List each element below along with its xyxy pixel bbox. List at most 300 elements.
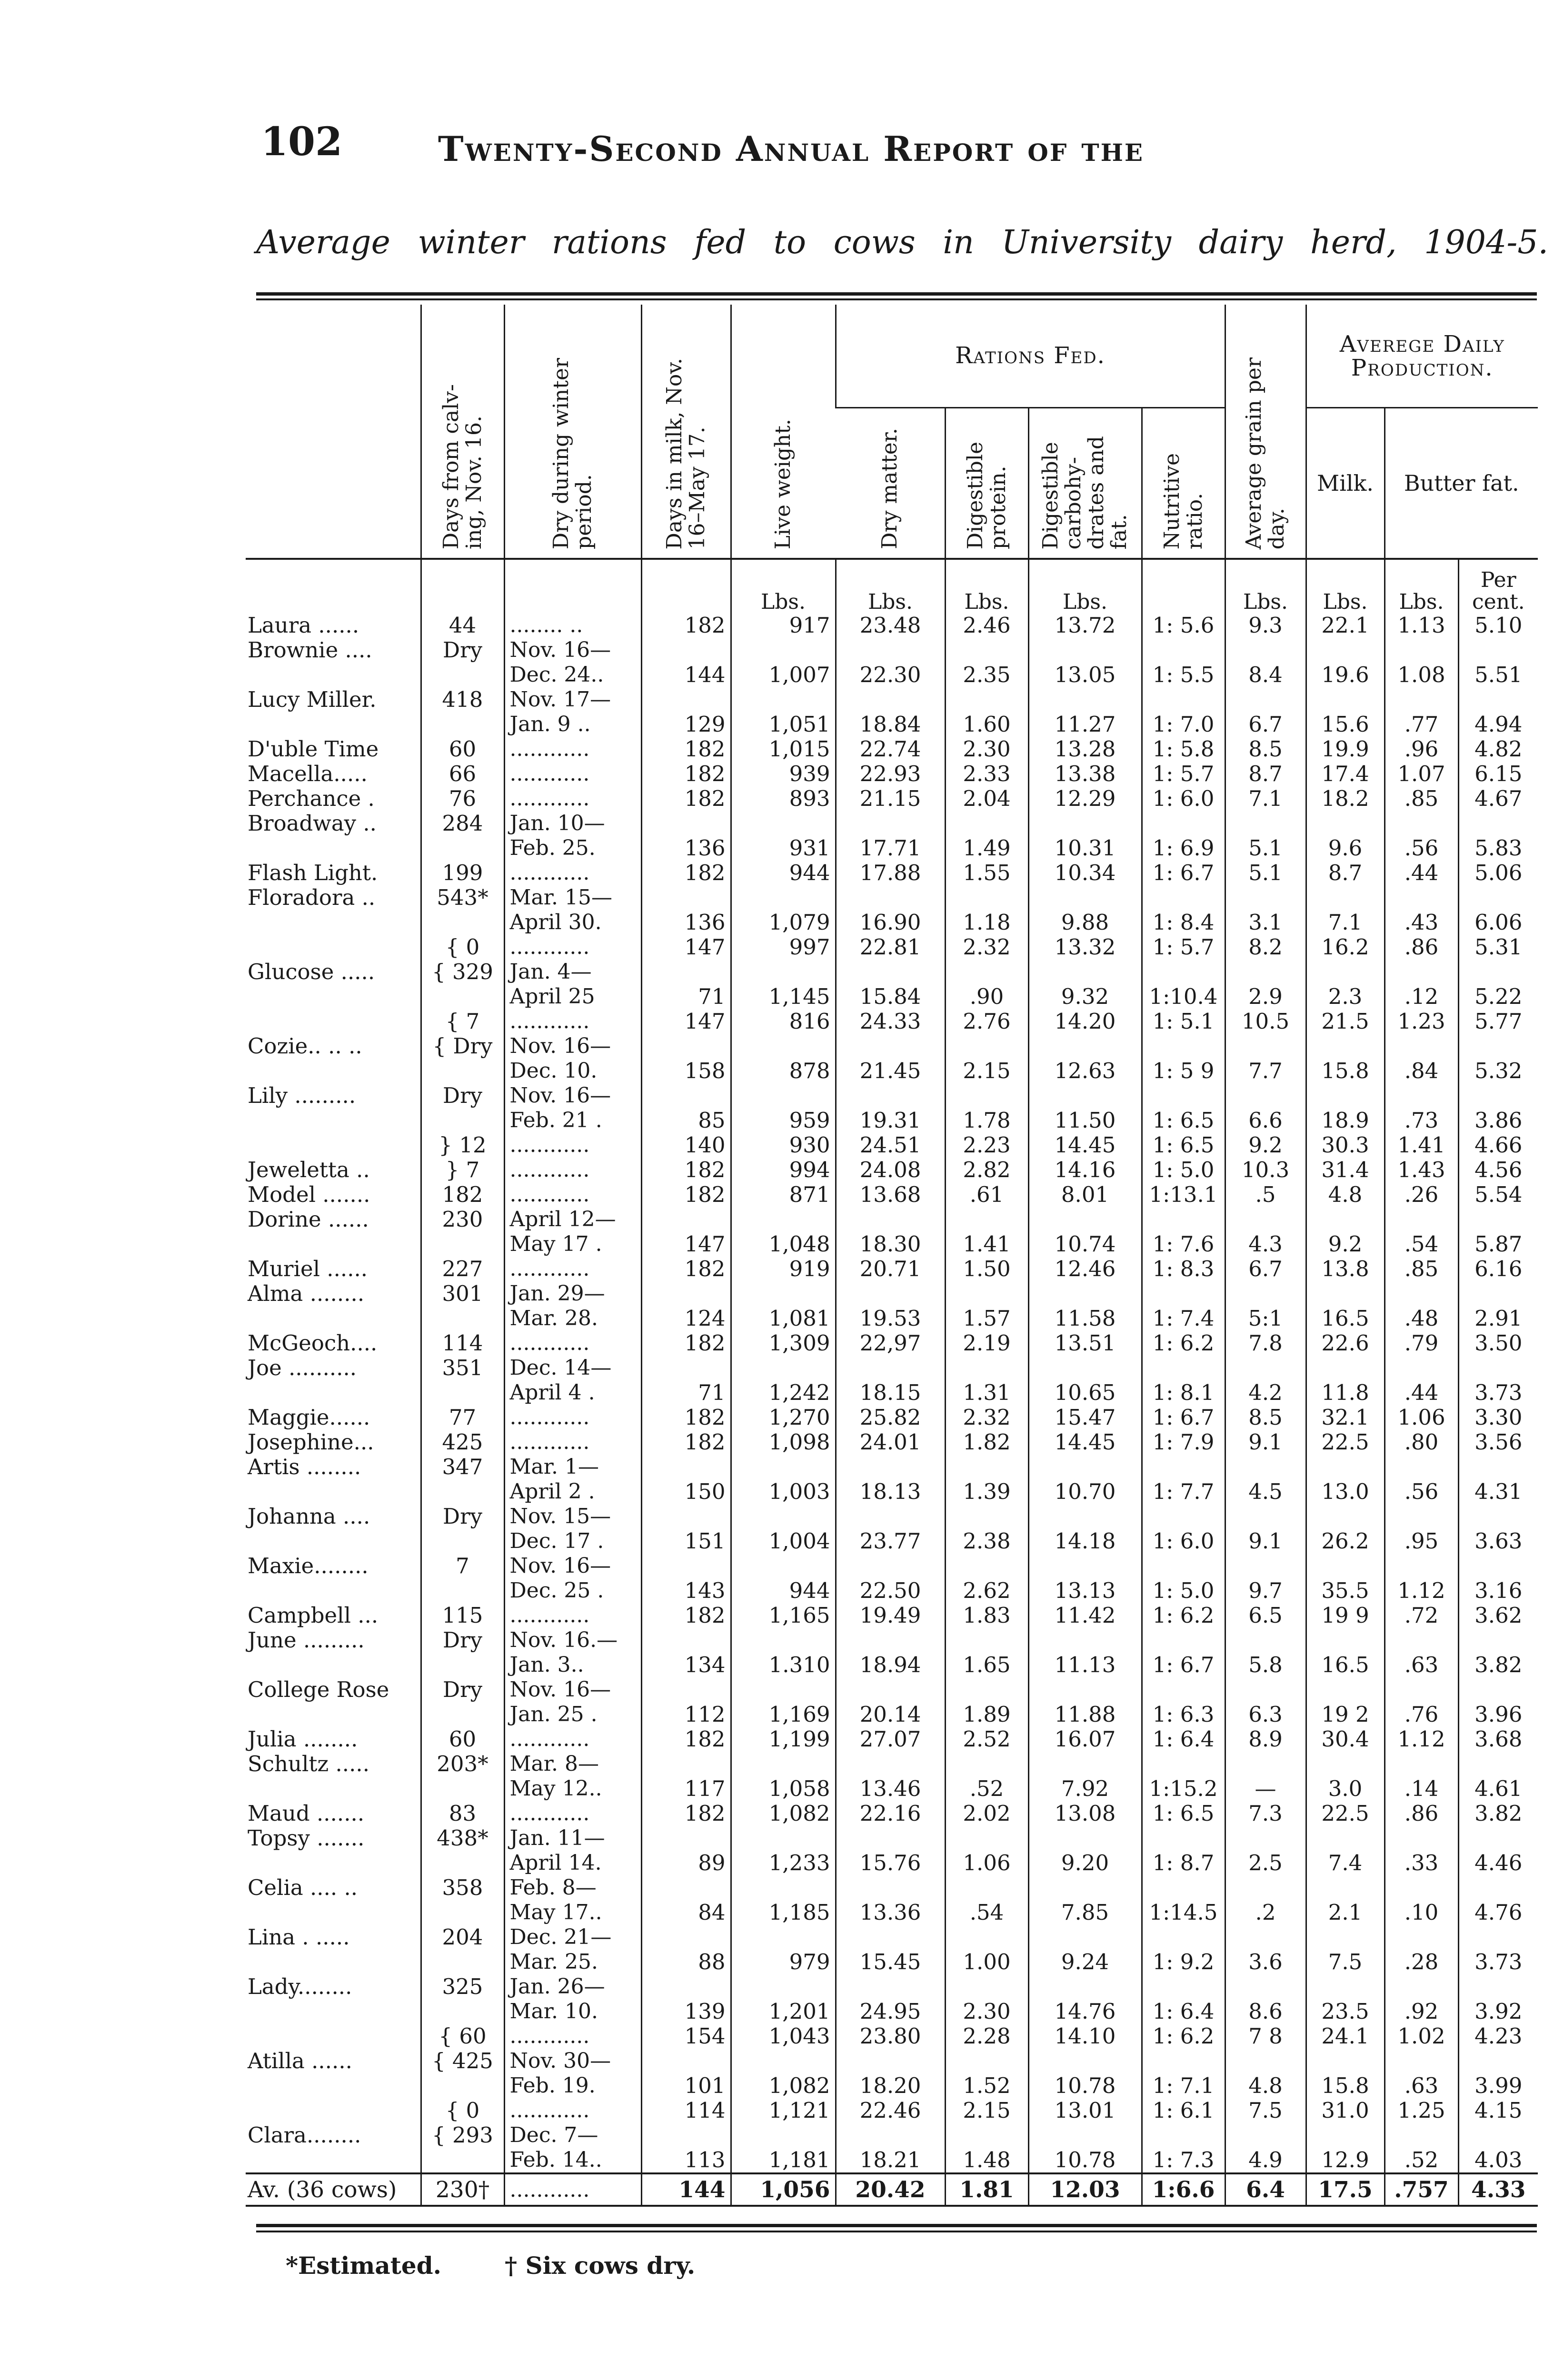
cell-average-grain: 8.7 xyxy=(1225,762,1306,786)
cell-average-grain xyxy=(1225,1628,1306,1653)
cell-cow-name xyxy=(246,1776,421,1801)
cell-butter-fat-pct: 5.10 xyxy=(1458,613,1538,638)
cell-days-from-calving xyxy=(421,2073,504,2098)
cell-butter-fat-pct xyxy=(1458,885,1538,910)
cell-butter-fat-lbs xyxy=(1385,1826,1458,1851)
cell-days-from-calving: { Dry xyxy=(421,1034,504,1059)
cell-milk-lbs: 19.6 xyxy=(1306,663,1385,687)
cell-digestible-protein xyxy=(945,2049,1028,2073)
cell-digestible-carb xyxy=(1028,2049,1142,2073)
table-row xyxy=(246,1974,1538,1999)
cell-days-in-milk: 124 xyxy=(641,1306,731,1331)
cell-butter-fat-lbs: .54 xyxy=(1385,1232,1458,1257)
cell-milk-lbs: 30.3 xyxy=(1306,1133,1385,1158)
cell-digestible-carb: 10.70 xyxy=(1028,1479,1142,1504)
cell-nutritive-ratio: 1: 5.8 xyxy=(1142,737,1225,762)
cell-dry-matter: 18.21 xyxy=(836,2148,945,2173)
table-row xyxy=(246,1851,1538,1875)
cell-cow-name xyxy=(246,1108,421,1133)
cell-nutritive-ratio xyxy=(1142,1677,1225,1702)
unit-grain: Lbs. xyxy=(1225,559,1306,613)
cell-days-in-milk: 182 xyxy=(641,613,731,638)
cell-milk-lbs xyxy=(1306,2049,1385,2073)
cell-butter-fat-lbs: .33 xyxy=(1385,1851,1458,1875)
cell-butter-fat-lbs: .84 xyxy=(1385,1059,1458,1083)
cell-nutritive-ratio: 1: 6.7 xyxy=(1142,861,1225,885)
cell-digestible-carb xyxy=(1028,2123,1142,2148)
cell-digestible-carb: 14.76 xyxy=(1028,1999,1142,2024)
cell-butter-fat-lbs: .73 xyxy=(1385,1108,1458,1133)
footnote-six-cows-dry: † Six cows dry. xyxy=(505,2251,696,2280)
cell-nutritive-ratio xyxy=(1142,1554,1225,1578)
cell-cow-name xyxy=(246,2073,421,2098)
cell-butter-fat-lbs xyxy=(1385,1504,1458,1529)
cell-dry-matter: 17.71 xyxy=(836,836,945,861)
cell-dry-period: Nov. 16— xyxy=(504,1034,641,1059)
cell-butter-fat-lbs: .44 xyxy=(1385,861,1458,885)
table-row xyxy=(246,1306,1538,1331)
cell-days-in-milk xyxy=(641,1826,731,1851)
cell-butter-fat-lbs: .85 xyxy=(1385,786,1458,811)
cell-dry-matter xyxy=(836,1504,945,1529)
cell-digestible-carb: 10.65 xyxy=(1028,1380,1142,1405)
cell-digestible-carb: 13.72 xyxy=(1028,613,1142,638)
cell-dry-period: Nov. 15— xyxy=(504,1504,641,1529)
cell-digestible-carb: 13.51 xyxy=(1028,1331,1142,1356)
table-row xyxy=(246,1356,1538,1380)
cell-digestible-protein: .90 xyxy=(945,984,1028,1009)
cell-digestible-carb xyxy=(1028,1207,1142,1232)
cell-cow-name xyxy=(246,935,421,960)
cell-digestible-carb: 11.13 xyxy=(1028,1653,1142,1677)
cell-digestible-carb: 13.13 xyxy=(1028,1578,1142,1603)
cell-dry-period: Jan. 11— xyxy=(504,1826,641,1851)
cell-live-weight: 1,043 xyxy=(731,2024,836,2049)
cell-dry-matter: 24.08 xyxy=(836,1158,945,1182)
cell-dry-matter xyxy=(836,1034,945,1059)
cell-cow-name xyxy=(246,1479,421,1504)
cell-dry-matter: 20.14 xyxy=(836,1702,945,1727)
cell-dry-matter xyxy=(836,1628,945,1653)
cell-average-grain: 3.1 xyxy=(1225,910,1306,935)
cell-butter-fat-lbs: .92 xyxy=(1385,1999,1458,2024)
cell-digestible-carb: 13.32 xyxy=(1028,935,1142,960)
cell-dry-period: Mar. 10. xyxy=(504,1999,641,2024)
cell-nutritive-ratio: 1: 7.7 xyxy=(1142,1479,1225,1504)
table-row xyxy=(246,2123,1538,2148)
table-row xyxy=(246,737,1538,762)
cell-butter-fat-pct: 3.86 xyxy=(1458,1108,1538,1133)
cell-nutritive-ratio: 1: 6.4 xyxy=(1142,1999,1225,2024)
cell-digestible-carb: 12.29 xyxy=(1028,786,1142,811)
cell-days-in-milk xyxy=(641,885,731,910)
cell-dry-matter: 18.13 xyxy=(836,1479,945,1504)
cell-digestible-protein: 1.00 xyxy=(945,1950,1028,1974)
cell-butter-fat-lbs: 1.25 xyxy=(1385,2098,1458,2123)
header-average-daily-production: Averege Daily Production. xyxy=(1306,305,1538,408)
avg-carb: 12.03 xyxy=(1028,2173,1142,2206)
cell-digestible-carb: 13.38 xyxy=(1028,762,1142,786)
cell-average-grain: 4.3 xyxy=(1225,1232,1306,1257)
cell-days-in-milk: 88 xyxy=(641,1950,731,1974)
cell-days-from-calving: 543* xyxy=(421,885,504,910)
average-row xyxy=(246,2173,1538,2206)
cell-dry-period: Dec. 10. xyxy=(504,1059,641,1083)
cell-dry-matter: 16.90 xyxy=(836,910,945,935)
cell-milk-lbs xyxy=(1306,1826,1385,1851)
cell-milk-lbs: 13.0 xyxy=(1306,1479,1385,1504)
cell-cow-name: McGeoch.... xyxy=(248,1331,378,1356)
cell-milk-lbs: 16.2 xyxy=(1306,935,1385,960)
cell-nutritive-ratio xyxy=(1142,1628,1225,1653)
cell-digestible-protein xyxy=(945,638,1028,663)
table-row xyxy=(246,613,1538,638)
cell-dry-matter xyxy=(836,2123,945,2148)
cell-cow-name: Atilla ...... xyxy=(248,2049,352,2073)
cell-milk-lbs xyxy=(1306,1207,1385,1232)
cell-digestible-carb: 16.07 xyxy=(1028,1727,1142,1752)
cell-nutritive-ratio: 1: 9.2 xyxy=(1142,1950,1225,1974)
cell-nutritive-ratio xyxy=(1142,638,1225,663)
cell-live-weight: 997 xyxy=(731,935,836,960)
table-row xyxy=(246,1430,1538,1455)
cell-cow-name xyxy=(246,2148,421,2173)
cell-days-from-calving: { 293 xyxy=(421,2123,504,2148)
cell-dry-period: Feb. 14.. xyxy=(504,2148,641,2173)
cell-dry-matter xyxy=(836,1356,945,1380)
cell-digestible-protein xyxy=(945,1974,1028,1999)
cell-butter-fat-lbs xyxy=(1385,1628,1458,1653)
cell-days-in-milk: 139 xyxy=(641,1999,731,2024)
cell-average-grain: 8.9 xyxy=(1225,1727,1306,1752)
cell-cow-name: Joe .......... xyxy=(248,1356,357,1380)
cell-days-in-milk: 182 xyxy=(641,1603,731,1628)
cell-days-in-milk xyxy=(641,1504,731,1529)
table-row xyxy=(246,861,1538,885)
cell-butter-fat-lbs: .28 xyxy=(1385,1950,1458,1974)
cell-cow-name: Muriel ...... xyxy=(248,1257,368,1281)
cell-dry-period: Feb. 21 . xyxy=(504,1108,641,1133)
cell-digestible-carb: 13.05 xyxy=(1028,663,1142,687)
cell-dry-matter: 22.93 xyxy=(836,762,945,786)
cell-milk-lbs: 9.2 xyxy=(1306,1232,1385,1257)
cell-butter-fat-lbs: 1.43 xyxy=(1385,1158,1458,1182)
cell-milk-lbs xyxy=(1306,960,1385,984)
table-row xyxy=(246,1999,1538,2024)
cell-days-from-calving: 76 xyxy=(421,786,504,811)
cell-days-from-calving: 115 xyxy=(421,1603,504,1628)
cell-milk-lbs: 16.5 xyxy=(1306,1306,1385,1331)
cell-butter-fat-pct: 4.67 xyxy=(1458,786,1538,811)
cell-live-weight: 939 xyxy=(731,762,836,786)
cell-cow-name: Maggie...... xyxy=(248,1405,370,1430)
header-digestible-protein: Digestible protein. xyxy=(945,408,1028,559)
cell-days-in-milk: 117 xyxy=(641,1776,731,1801)
cell-digestible-protein: 2.15 xyxy=(945,1059,1028,1083)
cell-dry-period: Feb. 8— xyxy=(504,1875,641,1900)
cell-days-from-calving xyxy=(421,712,504,737)
table-row xyxy=(246,1504,1538,1529)
cell-dry-matter: 17.88 xyxy=(836,861,945,885)
cell-butter-fat-pct: 5.77 xyxy=(1458,1009,1538,1034)
unit-milk: Lbs. xyxy=(1306,559,1385,613)
cell-butter-fat-pct: 3.56 xyxy=(1458,1430,1538,1455)
cell-digestible-carb xyxy=(1028,811,1142,836)
cell-digestible-protein xyxy=(945,1207,1028,1232)
cell-digestible-protein: 2.52 xyxy=(945,1727,1028,1752)
cell-butter-fat-lbs: .95 xyxy=(1385,1529,1458,1554)
cell-butter-fat-lbs xyxy=(1385,1554,1458,1578)
cell-digestible-carb: 10.34 xyxy=(1028,861,1142,885)
cell-cow-name xyxy=(246,2024,421,2049)
cell-butter-fat-pct xyxy=(1458,1628,1538,1653)
cell-cow-name: Johanna .... xyxy=(248,1504,370,1529)
cell-dry-period: Dec. 25 . xyxy=(504,1578,641,1603)
cell-butter-fat-pct xyxy=(1458,1826,1538,1851)
cell-dry-matter: 24.33 xyxy=(836,1009,945,1034)
cell-digestible-protein xyxy=(945,1554,1028,1578)
cell-digestible-carb xyxy=(1028,1875,1142,1900)
unit-carbohydrates: Lbs. xyxy=(1028,559,1142,613)
cell-live-weight: 1,242 xyxy=(731,1380,836,1405)
cell-live-weight xyxy=(731,1281,836,1306)
cell-cow-name: Floradora .. xyxy=(248,885,376,910)
cell-milk-lbs: 7.4 xyxy=(1306,1851,1385,1875)
cell-digestible-carb xyxy=(1028,960,1142,984)
table-row xyxy=(246,935,1538,960)
cell-butter-fat-lbs: 1.12 xyxy=(1385,1727,1458,1752)
cell-digestible-carb xyxy=(1028,1752,1142,1776)
cell-digestible-protein: 1.55 xyxy=(945,861,1028,885)
cell-butter-fat-lbs: .52 xyxy=(1385,2148,1458,2173)
cell-days-in-milk xyxy=(641,1974,731,1999)
cell-average-grain xyxy=(1225,1504,1306,1529)
cell-nutritive-ratio xyxy=(1142,1455,1225,1479)
avg-milk: 17.5 xyxy=(1306,2173,1385,2206)
avg-days: 230† xyxy=(421,2173,504,2206)
cell-days-in-milk: 147 xyxy=(641,935,731,960)
cell-cow-name xyxy=(246,1380,421,1405)
cell-digestible-protein: 1.78 xyxy=(945,1108,1028,1133)
table-body xyxy=(246,613,1538,2173)
cell-butter-fat-pct: 4.61 xyxy=(1458,1776,1538,1801)
cell-dry-matter: 23.77 xyxy=(836,1529,945,1554)
cell-digestible-protein: 1.52 xyxy=(945,2073,1028,2098)
cell-live-weight xyxy=(731,1083,836,1108)
cell-nutritive-ratio: 1: 5.1 xyxy=(1142,1009,1225,1034)
cell-nutritive-ratio xyxy=(1142,1875,1225,1900)
cell-days-from-calving: Dry xyxy=(421,1677,504,1702)
cell-days-in-milk: 84 xyxy=(641,1900,731,1925)
cell-average-grain: 6.5 xyxy=(1225,1603,1306,1628)
cell-average-grain: 9.2 xyxy=(1225,1133,1306,1158)
cell-butter-fat-lbs: 1.06 xyxy=(1385,1405,1458,1430)
cell-digestible-protein: 2.02 xyxy=(945,1801,1028,1826)
cell-days-in-milk xyxy=(641,1554,731,1578)
cell-average-grain: 7.8 xyxy=(1225,1331,1306,1356)
cell-milk-lbs: 17.4 xyxy=(1306,762,1385,786)
avg-dry-matter: 20.42 xyxy=(836,2173,945,2206)
cell-days-from-calving: 203* xyxy=(421,1752,504,1776)
cell-dry-matter xyxy=(836,1083,945,1108)
cell-average-grain: 3.6 xyxy=(1225,1950,1306,1974)
cell-cow-name xyxy=(246,836,421,861)
cell-digestible-carb xyxy=(1028,638,1142,663)
cell-butter-fat-lbs: 1.41 xyxy=(1385,1133,1458,1158)
cell-butter-fat-pct xyxy=(1458,638,1538,663)
cell-live-weight xyxy=(731,2123,836,2148)
cell-dry-matter xyxy=(836,1554,945,1578)
cell-days-from-calving: Dry xyxy=(421,1083,504,1108)
header-butter-fat: Butter fat. xyxy=(1385,408,1538,559)
cell-digestible-protein xyxy=(945,1925,1028,1950)
cell-butter-fat-pct xyxy=(1458,2123,1538,2148)
cell-dry-matter xyxy=(836,2049,945,2073)
cell-cow-name: Laura ...... xyxy=(248,613,359,638)
cell-days-from-calving xyxy=(421,1380,504,1405)
cell-days-from-calving xyxy=(421,1529,504,1554)
cell-days-in-milk xyxy=(641,638,731,663)
cell-butter-fat-lbs: 1.07 xyxy=(1385,762,1458,786)
cell-digestible-protein: .52 xyxy=(945,1776,1028,1801)
cell-dry-matter: 22.74 xyxy=(836,737,945,762)
cell-butter-fat-lbs: .26 xyxy=(1385,1182,1458,1207)
cell-butter-fat-lbs xyxy=(1385,1677,1458,1702)
cell-average-grain xyxy=(1225,2123,1306,2148)
cell-dry-matter: 13.36 xyxy=(836,1900,945,1925)
cell-dry-period: ............ xyxy=(504,1257,641,1281)
cell-nutritive-ratio: 1: 8.1 xyxy=(1142,1380,1225,1405)
table-row xyxy=(246,1826,1538,1851)
cell-digestible-carb: 9.24 xyxy=(1028,1950,1142,1974)
cell-average-grain: 5.1 xyxy=(1225,861,1306,885)
cell-average-grain xyxy=(1225,1083,1306,1108)
cell-dry-period: Jan. 25 . xyxy=(504,1702,641,1727)
cell-butter-fat-lbs: 1.23 xyxy=(1385,1009,1458,1034)
cell-butter-fat-pct xyxy=(1458,960,1538,984)
cell-milk-lbs: 22.5 xyxy=(1306,1801,1385,1826)
cell-milk-lbs: 8.7 xyxy=(1306,861,1385,885)
cell-dry-period: Jan. 26— xyxy=(504,1974,641,1999)
cell-live-weight: 1,309 xyxy=(731,1331,836,1356)
cell-dry-matter: 24.51 xyxy=(836,1133,945,1158)
cell-average-grain xyxy=(1225,1925,1306,1950)
cell-days-from-calving: 227 xyxy=(421,1257,504,1281)
cell-digestible-carb: 10.78 xyxy=(1028,2073,1142,2098)
cell-average-grain xyxy=(1225,1554,1306,1578)
cell-butter-fat-pct: 4.94 xyxy=(1458,712,1538,737)
cell-milk-lbs: 26.2 xyxy=(1306,1529,1385,1554)
cell-average-grain: 8.6 xyxy=(1225,1999,1306,2024)
cell-digestible-protein xyxy=(945,687,1028,712)
cell-dry-period: ............ xyxy=(504,762,641,786)
cell-dry-period: ............ xyxy=(504,786,641,811)
cell-days-from-calving xyxy=(421,1900,504,1925)
cell-average-grain xyxy=(1225,2049,1306,2073)
cell-nutritive-ratio: 1:14.5 xyxy=(1142,1900,1225,1925)
cell-butter-fat-lbs xyxy=(1385,1356,1458,1380)
cell-average-grain: 7.1 xyxy=(1225,786,1306,811)
cell-live-weight: 1,082 xyxy=(731,2073,836,2098)
cell-butter-fat-lbs: 1.13 xyxy=(1385,613,1458,638)
cell-live-weight: 1,058 xyxy=(731,1776,836,1801)
cell-digestible-protein xyxy=(945,1034,1028,1059)
cell-butter-fat-lbs: .76 xyxy=(1385,1702,1458,1727)
cell-days-in-milk: 143 xyxy=(641,1578,731,1603)
cell-average-grain: 4.2 xyxy=(1225,1380,1306,1405)
cell-days-from-calving xyxy=(421,1232,504,1257)
cell-digestible-protein: 1.49 xyxy=(945,836,1028,861)
cell-live-weight: 878 xyxy=(731,1059,836,1083)
cell-dry-matter xyxy=(836,1677,945,1702)
cell-dry-matter: 21.45 xyxy=(836,1059,945,1083)
cell-digestible-carb xyxy=(1028,1925,1142,1950)
cell-days-from-calving: 301 xyxy=(421,1281,504,1306)
cell-digestible-carb: 10.31 xyxy=(1028,836,1142,861)
cell-days-in-milk: 89 xyxy=(641,1851,731,1875)
cell-dry-period: ............ xyxy=(504,1430,641,1455)
cell-days-from-calving: { 0 xyxy=(421,935,504,960)
cell-days-from-calving: { 60 xyxy=(421,2024,504,2049)
cell-cow-name: Perchance . xyxy=(248,786,375,811)
cell-dry-period: Dec. 17 . xyxy=(504,1529,641,1554)
table-row xyxy=(246,1207,1538,1232)
cell-average-grain: 4.8 xyxy=(1225,2073,1306,2098)
cell-digestible-carb: 11.42 xyxy=(1028,1603,1142,1628)
cell-average-grain xyxy=(1225,1455,1306,1479)
cell-days-from-calving xyxy=(421,1578,504,1603)
header-rations-fed: Rations Fed. xyxy=(836,305,1225,408)
cell-days-in-milk: 182 xyxy=(641,1158,731,1182)
cell-nutritive-ratio xyxy=(1142,885,1225,910)
cell-live-weight: 1,233 xyxy=(731,1851,836,1875)
cell-butter-fat-lbs: 1.12 xyxy=(1385,1578,1458,1603)
cell-days-from-calving xyxy=(421,1950,504,1974)
cell-days-from-calving xyxy=(421,1702,504,1727)
cell-live-weight: 994 xyxy=(731,1158,836,1182)
cell-butter-fat-lbs: .79 xyxy=(1385,1331,1458,1356)
cell-dry-period: Jan. 4— xyxy=(504,960,641,984)
cell-milk-lbs: 19 2 xyxy=(1306,1702,1385,1727)
units-row xyxy=(246,559,1538,613)
cell-butter-fat-pct: 3.96 xyxy=(1458,1702,1538,1727)
cell-digestible-protein: 1.60 xyxy=(945,712,1028,737)
cell-digestible-carb: 9.32 xyxy=(1028,984,1142,1009)
table-row xyxy=(246,811,1538,836)
cell-nutritive-ratio xyxy=(1142,687,1225,712)
cell-days-in-milk: 182 xyxy=(641,762,731,786)
table-row xyxy=(246,2073,1538,2098)
cell-days-from-calving: 358 xyxy=(421,1875,504,1900)
table-row xyxy=(246,1752,1538,1776)
cell-cow-name: Brownie .... xyxy=(248,638,372,663)
cell-digestible-protein xyxy=(945,1281,1028,1306)
cell-days-in-milk xyxy=(641,1875,731,1900)
cell-days-in-milk: 136 xyxy=(641,836,731,861)
cell-digestible-carb: 7.85 xyxy=(1028,1900,1142,1925)
cell-digestible-carb: 12.46 xyxy=(1028,1257,1142,1281)
cell-dry-matter: 19.49 xyxy=(836,1603,945,1628)
cell-nutritive-ratio: 1: 7.0 xyxy=(1142,712,1225,737)
cell-dry-period: April 14. xyxy=(504,1851,641,1875)
cell-days-in-milk xyxy=(641,1356,731,1380)
top-rule-thick xyxy=(256,292,1537,296)
cell-dry-period: Nov. 16— xyxy=(504,1554,641,1578)
cell-dry-period: Jan. 9 .. xyxy=(504,712,641,737)
cell-butter-fat-lbs xyxy=(1385,1083,1458,1108)
table-row xyxy=(246,2098,1538,2123)
cell-digestible-carb xyxy=(1028,1356,1142,1380)
